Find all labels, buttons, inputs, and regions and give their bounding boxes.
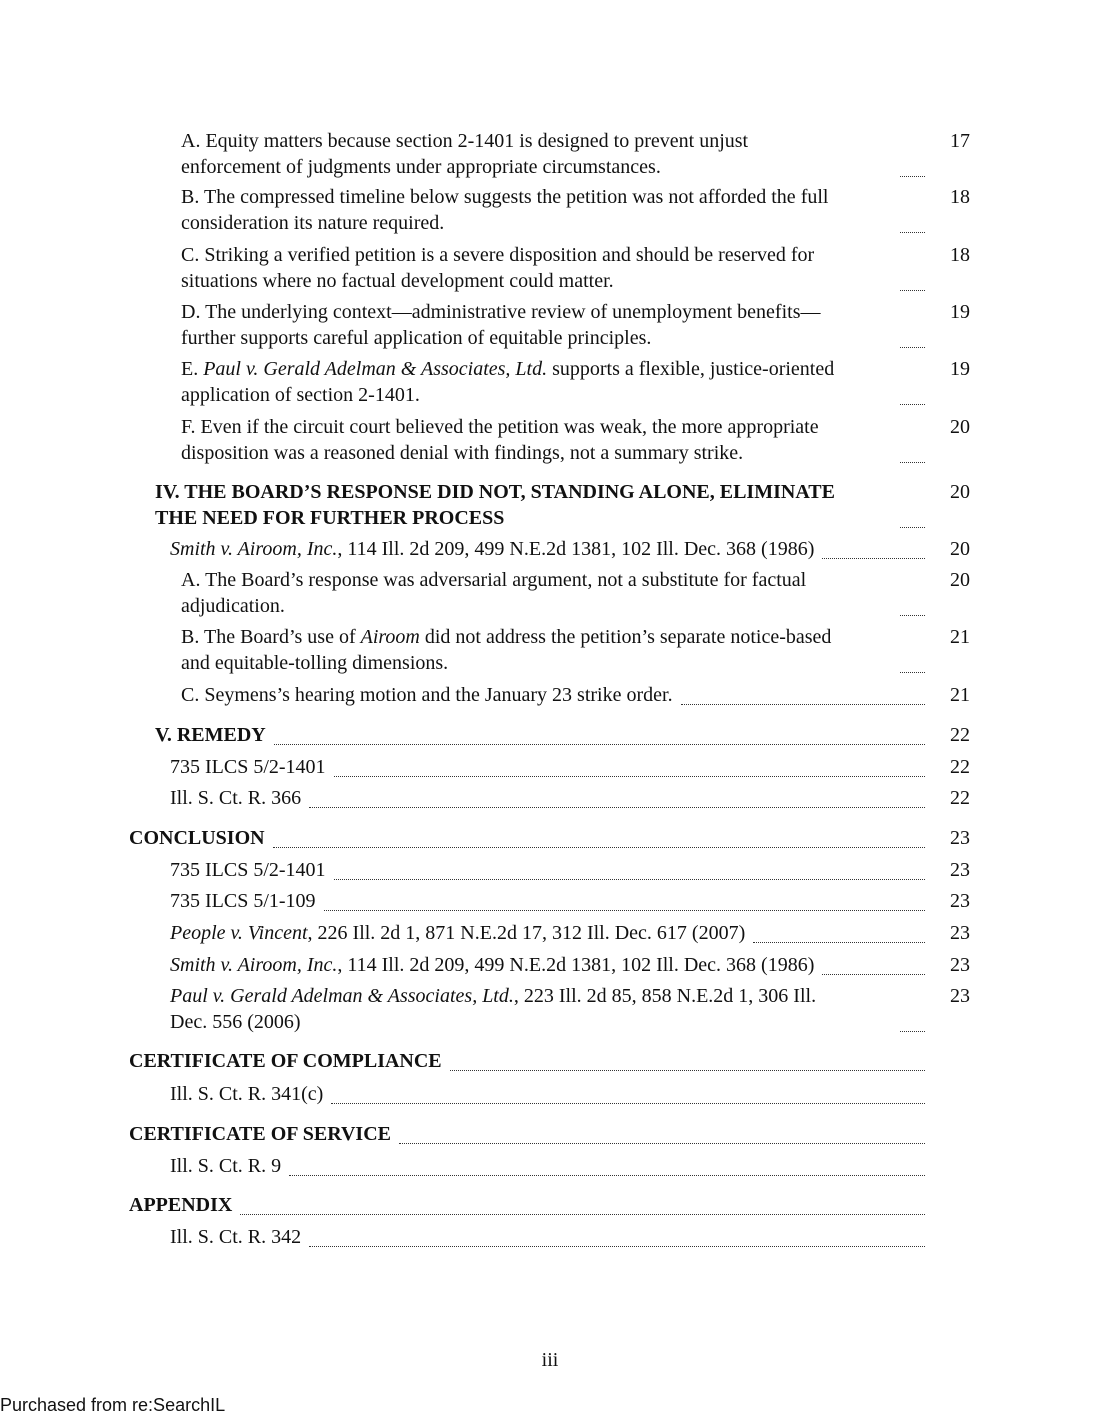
entry-text: 735 ILCS 5/2-1401 xyxy=(170,859,326,881)
entry-text: THE NEED FOR FURTHER PROCESS xyxy=(155,507,505,529)
case-name: Airoom xyxy=(360,626,420,648)
toc-entry-line xyxy=(170,952,814,978)
leader-dots xyxy=(274,744,925,745)
toc-entry-line xyxy=(170,536,814,562)
toc-entry-line xyxy=(181,128,748,154)
toc-entry-line xyxy=(181,650,831,676)
leader-dots xyxy=(324,910,925,911)
entry-text: APPENDIX xyxy=(129,1194,233,1216)
leader-dots xyxy=(900,176,925,177)
case-name: Paul v. Gerald Adelman & Associates, Ltd. xyxy=(203,358,548,380)
toc-entry-line xyxy=(155,479,835,505)
entry-text: E. xyxy=(181,358,204,380)
entry-text: CERTIFICATE OF SERVICE xyxy=(129,1123,391,1145)
leader-dots xyxy=(681,704,925,705)
toc-entry xyxy=(0,479,1100,531)
toc-entry xyxy=(0,184,1100,236)
toc-entry xyxy=(0,888,1100,914)
toc-page-number: 22 xyxy=(950,724,970,746)
entry-text: , 114 Ill. 2d 209, 499 N.E.2d 1381, 102 Ill. Dec. 368 (1986) xyxy=(337,954,815,976)
entry-text: and equitable-tolling dimensions. xyxy=(181,652,449,674)
toc-page-number: 22 xyxy=(950,787,970,809)
entry-text: C. Striking a verified petition is a severe disposition and should be reserved for xyxy=(181,244,815,266)
toc-entry xyxy=(0,825,1100,851)
leader-dots xyxy=(331,1103,925,1104)
leader-dots xyxy=(289,1175,925,1176)
toc-entry-text xyxy=(181,682,673,708)
toc-entry-text xyxy=(181,414,819,466)
toc-entry-text xyxy=(129,825,265,851)
case-name: Smith v. Airoom, Inc. xyxy=(170,538,338,560)
entry-text: disposition was a reasoned denial with findings, not a summary strike. xyxy=(181,442,744,464)
entry-text: A. The Board’s response was adversarial argument, not a substitute for factual xyxy=(181,569,807,591)
leader-dots xyxy=(900,404,925,405)
entry-text: CERTIFICATE OF COMPLIANCE xyxy=(129,1050,442,1072)
entry-text: consideration its nature required. xyxy=(181,212,445,234)
entry-text: Ill. S. Ct. R. 366 xyxy=(170,787,302,809)
entry-text: supports a flexible, justice-oriented xyxy=(547,358,835,380)
leader-dots xyxy=(900,1031,925,1032)
toc-entry xyxy=(0,536,1100,562)
entry-text: , 226 Ill. 2d 1, 871 N.E.2d 17, 312 Ill. Dec. 617 (2007) xyxy=(307,922,746,944)
toc-entry-text xyxy=(155,479,835,531)
toc-entry-text xyxy=(181,184,828,236)
toc-entry xyxy=(0,624,1100,676)
toc-entry-line xyxy=(181,682,673,708)
toc-entry-text xyxy=(170,785,301,811)
case-name: Smith v. Airoom, Inc. xyxy=(170,954,338,976)
leader-dots xyxy=(334,879,925,880)
leader-dots xyxy=(900,615,925,616)
toc-entry-text xyxy=(181,356,834,408)
toc-page-number: 20 xyxy=(950,538,970,560)
toc-entry-line xyxy=(181,210,828,236)
toc-entry-line xyxy=(170,1009,816,1035)
entry-text: F. Even if the circuit court believed the petition was weak, the more appropriate xyxy=(181,416,819,438)
toc-entry xyxy=(0,722,1100,748)
case-name: People v. Vincent xyxy=(170,922,308,944)
entry-text: enforcement of judgments under appropriate circumstances. xyxy=(181,156,661,178)
toc-page-number: 20 xyxy=(950,416,970,438)
toc-entry-text xyxy=(181,128,748,180)
leader-dots xyxy=(900,462,925,463)
toc-entry-line xyxy=(181,154,748,180)
toc-entry-line xyxy=(155,505,835,531)
entry-text: Ill. S. Ct. R. 342 xyxy=(170,1226,302,1248)
toc-page-number: 23 xyxy=(950,985,970,1007)
toc-page-number: 18 xyxy=(950,244,970,266)
leader-dots xyxy=(900,232,925,233)
toc-entry-line xyxy=(181,299,820,325)
toc-page-number: 21 xyxy=(950,684,970,706)
entry-text: adjudication. xyxy=(181,595,285,617)
toc-entry-line xyxy=(181,184,828,210)
toc-entry-line xyxy=(181,268,814,294)
entry-text: V. REMEDY xyxy=(155,724,266,746)
leader-dots xyxy=(753,942,925,943)
toc-entry-line xyxy=(170,1224,301,1250)
leader-dots xyxy=(900,347,925,348)
leader-dots xyxy=(900,527,925,528)
page-number: iii xyxy=(541,1349,559,1371)
entry-text: 735 ILCS 5/1-109 xyxy=(170,890,316,912)
toc-page-number: 20 xyxy=(950,569,970,591)
entry-text: B. The compressed timeline below suggests the petition was not afforded the full xyxy=(181,186,829,208)
toc-entry xyxy=(0,242,1100,294)
toc-entry xyxy=(0,952,1100,978)
leader-dots xyxy=(822,558,925,559)
toc-entry-line xyxy=(170,1153,281,1179)
toc-entry-line xyxy=(129,1121,391,1147)
toc-entry xyxy=(0,920,1100,946)
toc-entry-line xyxy=(170,857,326,883)
toc-page-number: 23 xyxy=(950,922,970,944)
toc-entry-text xyxy=(170,1153,281,1179)
toc-entry-line xyxy=(170,785,301,811)
toc-entry-line xyxy=(170,754,326,780)
entry-text: D. The underlying context—administrative review of unemployment benefits— xyxy=(181,301,821,323)
toc-entry-line xyxy=(170,983,816,1009)
toc-entry xyxy=(0,754,1100,780)
toc-entry-line xyxy=(181,242,814,268)
toc-entry-text xyxy=(170,1224,301,1250)
leader-dots xyxy=(900,290,925,291)
toc-entry xyxy=(0,1224,1100,1250)
toc-entry-line xyxy=(181,382,834,408)
toc-entry-text xyxy=(170,888,316,914)
toc-entry-text xyxy=(155,722,266,748)
toc-entry-line xyxy=(181,414,819,440)
toc-entry xyxy=(0,983,1100,1035)
toc-entry xyxy=(0,1121,1100,1147)
toc-page-number: 17 xyxy=(950,130,970,152)
toc-entry xyxy=(0,1081,1100,1107)
toc-entry xyxy=(0,414,1100,466)
entry-text: A. Equity matters because section 2-1401 is designed to prevent unjust xyxy=(181,130,749,152)
entry-text: C. Seymens’s hearing motion and the January 23 strike order. xyxy=(181,684,673,706)
toc-entry xyxy=(0,1192,1100,1218)
toc-entry-line xyxy=(181,356,834,382)
toc-entry-text xyxy=(170,920,745,946)
entry-text: situations where no factual development could matter. xyxy=(181,270,614,292)
toc-page-number: 19 xyxy=(950,358,970,380)
toc-entry-text xyxy=(170,536,814,562)
entry-text: CONCLUSION xyxy=(129,827,265,849)
leader-dots xyxy=(334,776,925,777)
toc-entry-text xyxy=(170,952,814,978)
toc-entry xyxy=(0,682,1100,708)
toc-entry-line xyxy=(181,624,831,650)
entry-text: Ill. S. Ct. R. 341(c) xyxy=(170,1083,324,1105)
toc-entry xyxy=(0,567,1100,619)
watermark: Purchased from re:SearchIL xyxy=(0,1395,226,1415)
entry-text: , 114 Ill. 2d 209, 499 N.E.2d 1381, 102 Ill. Dec. 368 (1986) xyxy=(337,538,815,560)
toc-entry-text xyxy=(181,242,814,294)
toc-entry xyxy=(0,128,1100,180)
toc-entry-line xyxy=(155,722,266,748)
toc-entry-text xyxy=(181,567,806,619)
toc-entry-line xyxy=(181,593,806,619)
toc-entry-text xyxy=(170,857,326,883)
toc-page-number: 20 xyxy=(950,481,970,503)
entry-text: further supports careful application of equitable principles. xyxy=(181,327,652,349)
toc-entry-line xyxy=(181,325,820,351)
entry-text: , 223 Ill. 2d 85, 858 N.E.2d 1, 306 Ill. xyxy=(513,985,817,1007)
leader-dots xyxy=(273,847,925,848)
entry-text: application of section 2-1401. xyxy=(181,384,420,406)
toc-entry xyxy=(0,1048,1100,1074)
entry-text: Ill. S. Ct. R. 9 xyxy=(170,1155,282,1177)
toc-entry-line xyxy=(170,920,745,946)
toc-entry-text xyxy=(170,1081,323,1107)
toc-entry-text xyxy=(181,299,820,351)
toc-page-number: 22 xyxy=(950,756,970,778)
toc-page-number: 21 xyxy=(950,626,970,648)
toc-entry-line xyxy=(129,825,265,851)
toc-page-number: 23 xyxy=(950,827,970,849)
leader-dots xyxy=(240,1214,925,1215)
toc-entry-line xyxy=(181,440,819,466)
leader-dots xyxy=(309,807,925,808)
toc-entry xyxy=(0,1153,1100,1179)
entry-text: B. The Board’s use of xyxy=(181,626,361,648)
toc-entry-line xyxy=(181,567,806,593)
entry-text: IV. THE BOARD’S RESPONSE DID NOT, STANDING ALONE, ELIMINATE xyxy=(155,481,835,503)
leader-dots xyxy=(399,1143,925,1144)
toc-page-number: 23 xyxy=(950,954,970,976)
toc-entry-text xyxy=(170,983,816,1035)
toc-entry-text xyxy=(181,624,831,676)
toc-entry xyxy=(0,299,1100,351)
leader-dots xyxy=(309,1246,925,1247)
toc-entry-text xyxy=(129,1048,442,1074)
toc-page-number: 23 xyxy=(950,859,970,881)
toc-entry xyxy=(0,857,1100,883)
toc-page-number: 23 xyxy=(950,890,970,912)
toc-entry xyxy=(0,356,1100,408)
leader-dots xyxy=(450,1070,925,1071)
case-name: Paul v. Gerald Adelman & Associates, Ltd. xyxy=(170,985,514,1007)
toc-entry-line xyxy=(129,1048,442,1074)
entry-text: 735 ILCS 5/2-1401 xyxy=(170,756,326,778)
entry-text: did not address the petition’s separate notice-based xyxy=(419,626,832,648)
toc-entry-line xyxy=(129,1192,232,1218)
leader-dots xyxy=(900,672,925,673)
toc-page-number: 18 xyxy=(950,186,970,208)
toc-entry-text xyxy=(170,754,326,780)
toc-entry-line xyxy=(170,888,316,914)
toc-entry-text xyxy=(129,1192,232,1218)
toc-page-number: 19 xyxy=(950,301,970,323)
entry-text: Dec. 556 (2006) xyxy=(170,1011,301,1033)
toc-entry-line xyxy=(170,1081,323,1107)
toc-entry xyxy=(0,785,1100,811)
leader-dots xyxy=(822,974,925,975)
toc-entry-text xyxy=(129,1121,391,1147)
